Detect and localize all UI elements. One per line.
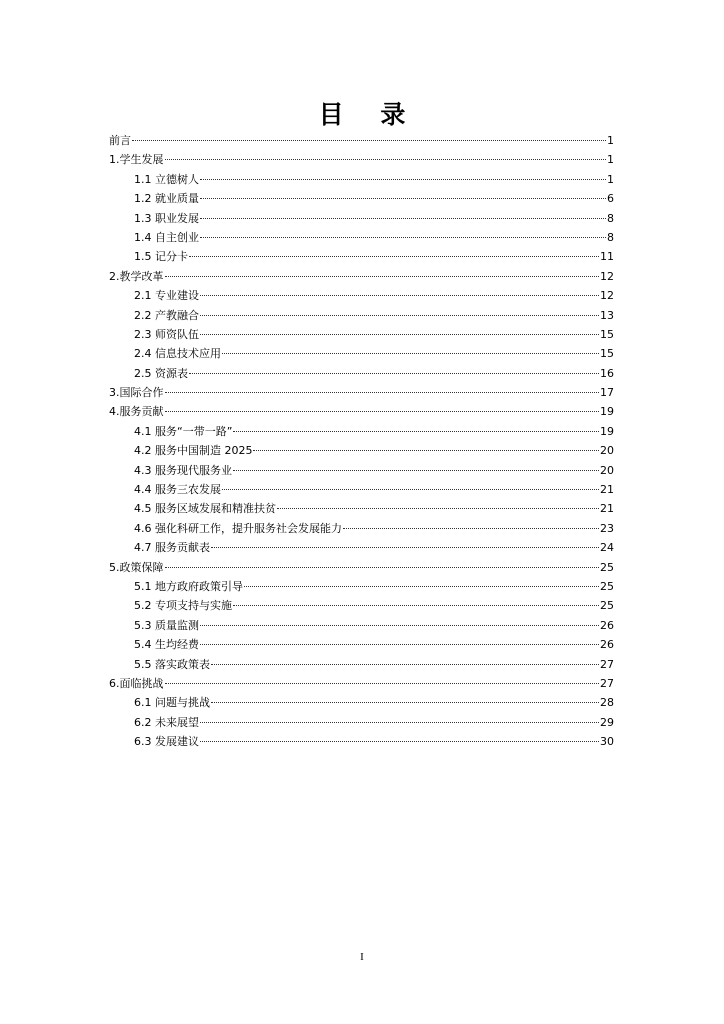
- toc-entry[interactable]: [109, 732, 614, 751]
- dot-leader: [211, 702, 599, 703]
- toc-entry-page: 24: [600, 541, 614, 555]
- toc-entry[interactable]: [109, 655, 614, 674]
- toc-entry[interactable]: [109, 383, 614, 402]
- toc-entry-text: 2.1 专业建设: [134, 289, 199, 303]
- page-number: I: [360, 951, 364, 963]
- toc-entry-page: 11: [600, 250, 614, 264]
- toc-entry-text: 4.服务贡献: [109, 405, 164, 419]
- toc-entry-page: 8: [607, 211, 614, 225]
- dot-leader: [253, 450, 599, 451]
- toc-entry-page: 23: [600, 521, 614, 535]
- toc-title: 目 录: [318, 100, 420, 129]
- toc-entry-text: 1.5 记分卡: [134, 250, 188, 264]
- dot-leader: [200, 179, 606, 180]
- toc-entry-text: 1.4 自主创业: [134, 230, 199, 244]
- toc-entry-text: 4.1 服务“一带一路”: [134, 424, 233, 438]
- toc-entry[interactable]: [109, 499, 614, 518]
- toc-entry-text: 2.3 师资队伍: [134, 327, 199, 341]
- dot-leader: [244, 586, 599, 587]
- toc-entry[interactable]: [109, 364, 614, 383]
- toc-entry[interactable]: [109, 131, 614, 150]
- toc-entry-text: 5.5 落实政策表: [134, 657, 210, 671]
- table-of-contents: [109, 131, 614, 752]
- toc-entry-page: 30: [600, 735, 614, 749]
- toc-entry-text: 2.2 产教融合: [134, 308, 199, 322]
- toc-entry-page: 29: [600, 715, 614, 729]
- dot-leader: [200, 315, 599, 316]
- toc-entry-page: 27: [600, 676, 614, 690]
- toc-entry-page: 21: [600, 483, 614, 497]
- toc-entry-page: 12: [600, 289, 614, 303]
- dot-leader: [132, 140, 606, 141]
- toc-entry[interactable]: [109, 616, 614, 635]
- toc-entry-text: 1.3 职业发展: [134, 211, 199, 225]
- toc-entry-page: 8: [607, 230, 614, 244]
- toc-entry-text: 2.4 信息技术应用: [134, 347, 221, 361]
- toc-entry[interactable]: [109, 674, 614, 693]
- dot-leader: [200, 741, 599, 742]
- toc-entry[interactable]: [109, 461, 614, 480]
- toc-entry-text: 6.1 问题与挑战: [134, 696, 210, 710]
- toc-entry[interactable]: [109, 325, 614, 344]
- toc-entry-text: 6.3 发展建议: [134, 735, 199, 749]
- dot-leader: [165, 159, 607, 160]
- dot-leader: [343, 528, 599, 529]
- toc-entry-page: 1: [607, 172, 614, 186]
- dot-leader: [200, 198, 606, 199]
- dot-leader: [222, 489, 599, 490]
- toc-entry-page: 15: [600, 347, 614, 361]
- toc-entry-page: 1: [607, 134, 614, 147]
- dot-leader: [189, 373, 599, 374]
- toc-entry-page: 15: [600, 327, 614, 341]
- toc-entry-text: 5.1 地方政府政策引导: [134, 579, 243, 593]
- toc-entry-page: 20: [600, 463, 614, 477]
- toc-entry[interactable]: [109, 344, 614, 363]
- toc-entry-text: 4.3 服务现代服务业: [134, 463, 232, 477]
- toc-entry[interactable]: [109, 228, 614, 247]
- dot-leader: [165, 392, 600, 393]
- toc-entry-page: 1: [607, 153, 614, 167]
- toc-entry[interactable]: [109, 402, 614, 421]
- dot-leader: [200, 334, 599, 335]
- toc-entry[interactable]: [109, 577, 614, 596]
- toc-entry-page: 25: [600, 560, 614, 574]
- toc-entry-text: 6.2 未来展望: [134, 715, 199, 729]
- dot-leader: [233, 470, 599, 471]
- toc-entry-text: 1.学生发展: [109, 153, 164, 167]
- toc-entry-page: 6: [607, 192, 614, 206]
- toc-entry-text: 1.2 就业质量: [134, 192, 199, 206]
- toc-entry[interactable]: [109, 170, 614, 189]
- toc-entry-page: 27: [600, 657, 614, 671]
- toc-entry[interactable]: [109, 267, 614, 286]
- toc-entry-text: 6.面临挑战: [109, 676, 164, 690]
- dot-leader: [165, 411, 600, 412]
- toc-entry-page: 19: [600, 424, 614, 438]
- dot-leader: [200, 722, 599, 723]
- toc-entry-page: 12: [600, 269, 614, 283]
- toc-entry-text: 1.1 立德树人: [134, 172, 199, 186]
- toc-entry[interactable]: [109, 596, 614, 615]
- toc-entry-text: 5.4 生均经费: [134, 638, 199, 652]
- dot-leader: [211, 664, 599, 665]
- toc-entry[interactable]: [109, 635, 614, 654]
- toc-entry[interactable]: [109, 538, 614, 557]
- toc-entry[interactable]: [109, 150, 614, 169]
- toc-entry[interactable]: [109, 519, 614, 538]
- dot-leader: [200, 295, 599, 296]
- toc-entry[interactable]: [109, 209, 614, 228]
- dot-leader: [277, 508, 599, 509]
- toc-entry[interactable]: [109, 480, 614, 499]
- toc-entry-text: 2.教学改革: [109, 269, 164, 283]
- toc-entry[interactable]: [109, 713, 614, 732]
- toc-entry-page: 26: [600, 638, 614, 652]
- toc-entry-text: 3.国际合作: [109, 386, 164, 400]
- dot-leader: [233, 431, 599, 432]
- toc-entry[interactable]: [109, 422, 614, 441]
- dot-leader: [165, 683, 600, 684]
- toc-entry-text: 5.2 专项支持与实施: [134, 599, 232, 613]
- toc-entry-page: 25: [600, 599, 614, 613]
- toc-entry-text: 2.5 资源表: [134, 366, 188, 380]
- toc-entry-text: 前言: [109, 134, 131, 147]
- toc-entry[interactable]: [109, 189, 614, 208]
- dot-leader: [211, 547, 599, 548]
- dot-leader: [222, 353, 599, 354]
- toc-entry-text: 4.6 强化科研工作，提升服务社会发展能力: [134, 521, 342, 535]
- toc-entry-page: 17: [600, 386, 614, 400]
- toc-entry-text: 5.政策保障: [109, 560, 164, 574]
- toc-entry-page: 25: [600, 579, 614, 593]
- toc-entry-page: 26: [600, 618, 614, 632]
- toc-entry-page: 19: [600, 405, 614, 419]
- toc-entry-text: 4.2 服务中国制造 2025: [134, 444, 253, 458]
- dot-leader: [200, 218, 606, 219]
- dot-leader: [165, 567, 600, 568]
- toc-entry[interactable]: [109, 306, 614, 325]
- dot-leader: [200, 644, 599, 645]
- dot-leader: [189, 256, 599, 257]
- toc-entry-page: 21: [600, 502, 614, 516]
- toc-entry-text: 4.4 服务三农发展: [134, 483, 221, 497]
- toc-entry[interactable]: [109, 247, 614, 266]
- toc-entry[interactable]: [109, 558, 614, 577]
- toc-entry-text: 4.5 服务区域发展和精准扶贫: [134, 502, 276, 516]
- toc-entry-page: 20: [600, 444, 614, 458]
- dot-leader: [233, 605, 599, 606]
- toc-entry[interactable]: [109, 693, 614, 712]
- toc-entry-page: 13: [600, 308, 614, 322]
- dot-leader: [165, 276, 600, 277]
- dot-leader: [200, 237, 606, 238]
- toc-entry-text: 4.7 服务贡献表: [134, 541, 210, 555]
- dot-leader: [200, 625, 599, 626]
- toc-entry-page: 16: [600, 366, 614, 380]
- toc-entry-page: 28: [600, 696, 614, 710]
- toc-entry[interactable]: [109, 286, 614, 305]
- toc-entry[interactable]: [109, 441, 614, 460]
- toc-entry-text: 5.3 质量监测: [134, 618, 199, 632]
